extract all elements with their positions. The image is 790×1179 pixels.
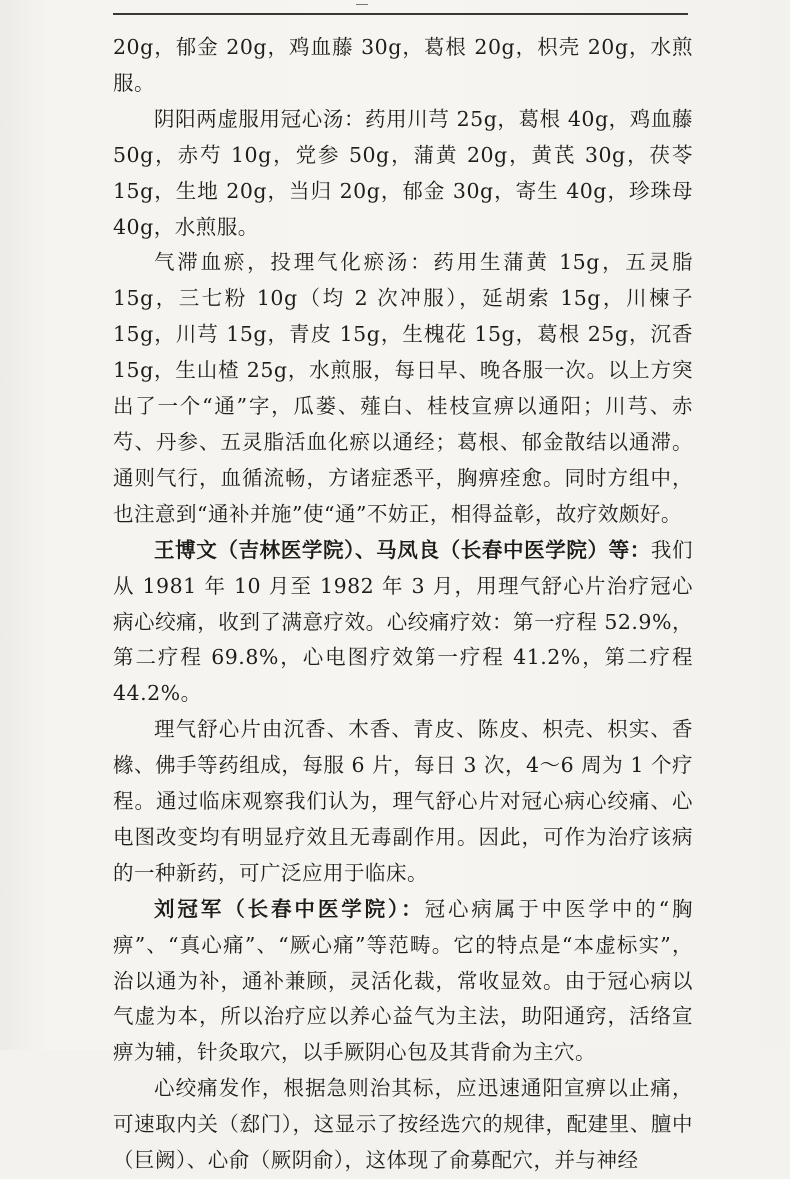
paragraph-liqi-shuxin-tablet	[113, 712, 693, 892]
paragraph-text: 气滞血瘀，投理气化瘀汤：药用生蒲黄 15g，五灵脂 15g，三七粉 10g（均 2 次冲服），延胡索 15g，川楝子 15g，川芎 15g，青皮 15g，生槐花 15g，葛根 25g，沉香 15g，生山楂 25g，水煎服，每日早、晚各服一次。以上方突出了一个“通”字，瓜蒌、薤白、桂枝宣痹以通阳；川芎、赤芍、丹参、五灵脂活血化瘀以通经；葛根、郁金散结以通滞。通则气行，血循流畅，方诸症悉平，胸痹痊愈。同时方组中，也注意到“通补并施”使“通”不妨正，相得益彰，故疗效颇好。	[113, 250, 693, 526]
paragraph-text: 心绞痛发作，根据急则治其标，应迅速通阳宣痹以止痛，可速取内关（郄门），这显示了按经选穴的规律，配建里、膻中（巨阙）、心俞（厥阴俞），这体现了俞募配穴，并与神经	[113, 1076, 693, 1173]
paragraph-angina-acupuncture	[113, 1071, 693, 1179]
header-rule	[113, 13, 688, 15]
paragraph-continued	[113, 30, 693, 102]
page-number-fragment	[356, 4, 368, 11]
paragraph-liu-guanjun	[113, 892, 693, 1072]
paragraph-text: 20g，郁金 20g，鸡血藤 30g，葛根 20g，枳壳 20g，水煎服。	[113, 35, 693, 95]
paragraph-qizhi-prescription	[113, 245, 693, 532]
body-text	[113, 30, 693, 1179]
paragraph-text: 阴阳两虚服用冠心汤：药用川芎 25g，葛根 40g，鸡血藤 50g，赤芍 10g，党参 50g，蒲黄 20g，黄芪 30g，茯苓 15g，生地 20g，当归 20g，郁金 30g，寄生 40g，珍珠母 40g，水煎服。	[113, 106, 693, 239]
author-lead: 王博文（吉林医学院）、马凤良（长春中医学院）等：	[154, 537, 651, 562]
paragraph-yinyang-prescription	[113, 102, 693, 246]
paragraph-wang-bowen	[113, 533, 693, 713]
paragraph-text: 我们从 1981 年 10 月至 1982 年 3 月，用理气舒心片治疗冠心病心绞痛，收到了满意疗效。心绞痛疗效：第一疗程 52.9%，第二疗程 69.8%，心电图疗效第一疗程 41.2%，第二疗程 44.2%。	[113, 537, 694, 706]
author-lead: 刘冠军（长春中医学院）：	[154, 896, 425, 921]
paragraph-text: 冠心病属于中医学中的“胸痹”、“真心痛”、“厥心痛”等范畴。它的特点是“本虚标实”，治以通为补，通补兼顾，灵活化裁，常收显效。由于冠心病以气虚为本，所以治疗应以养心益气为主法，助阳通窍，活络宣痹为辅，针灸取穴，以手厥阴心包及其背俞为主穴。	[113, 896, 694, 1065]
paragraph-text: 理气舒心片由沉香、木香、青皮、陈皮、枳壳、枳实、香橼、佛手等药组成，每服 6 片，每日 3 次，4～6 周为 1 个疗程。通过临床观察我们认为，理气舒心片对冠心病心绞痛、心电图改变均有明显疗效且无毒副作用。因此，可作为治疗该病的一种新药，可广泛应用于临床。	[113, 717, 693, 885]
